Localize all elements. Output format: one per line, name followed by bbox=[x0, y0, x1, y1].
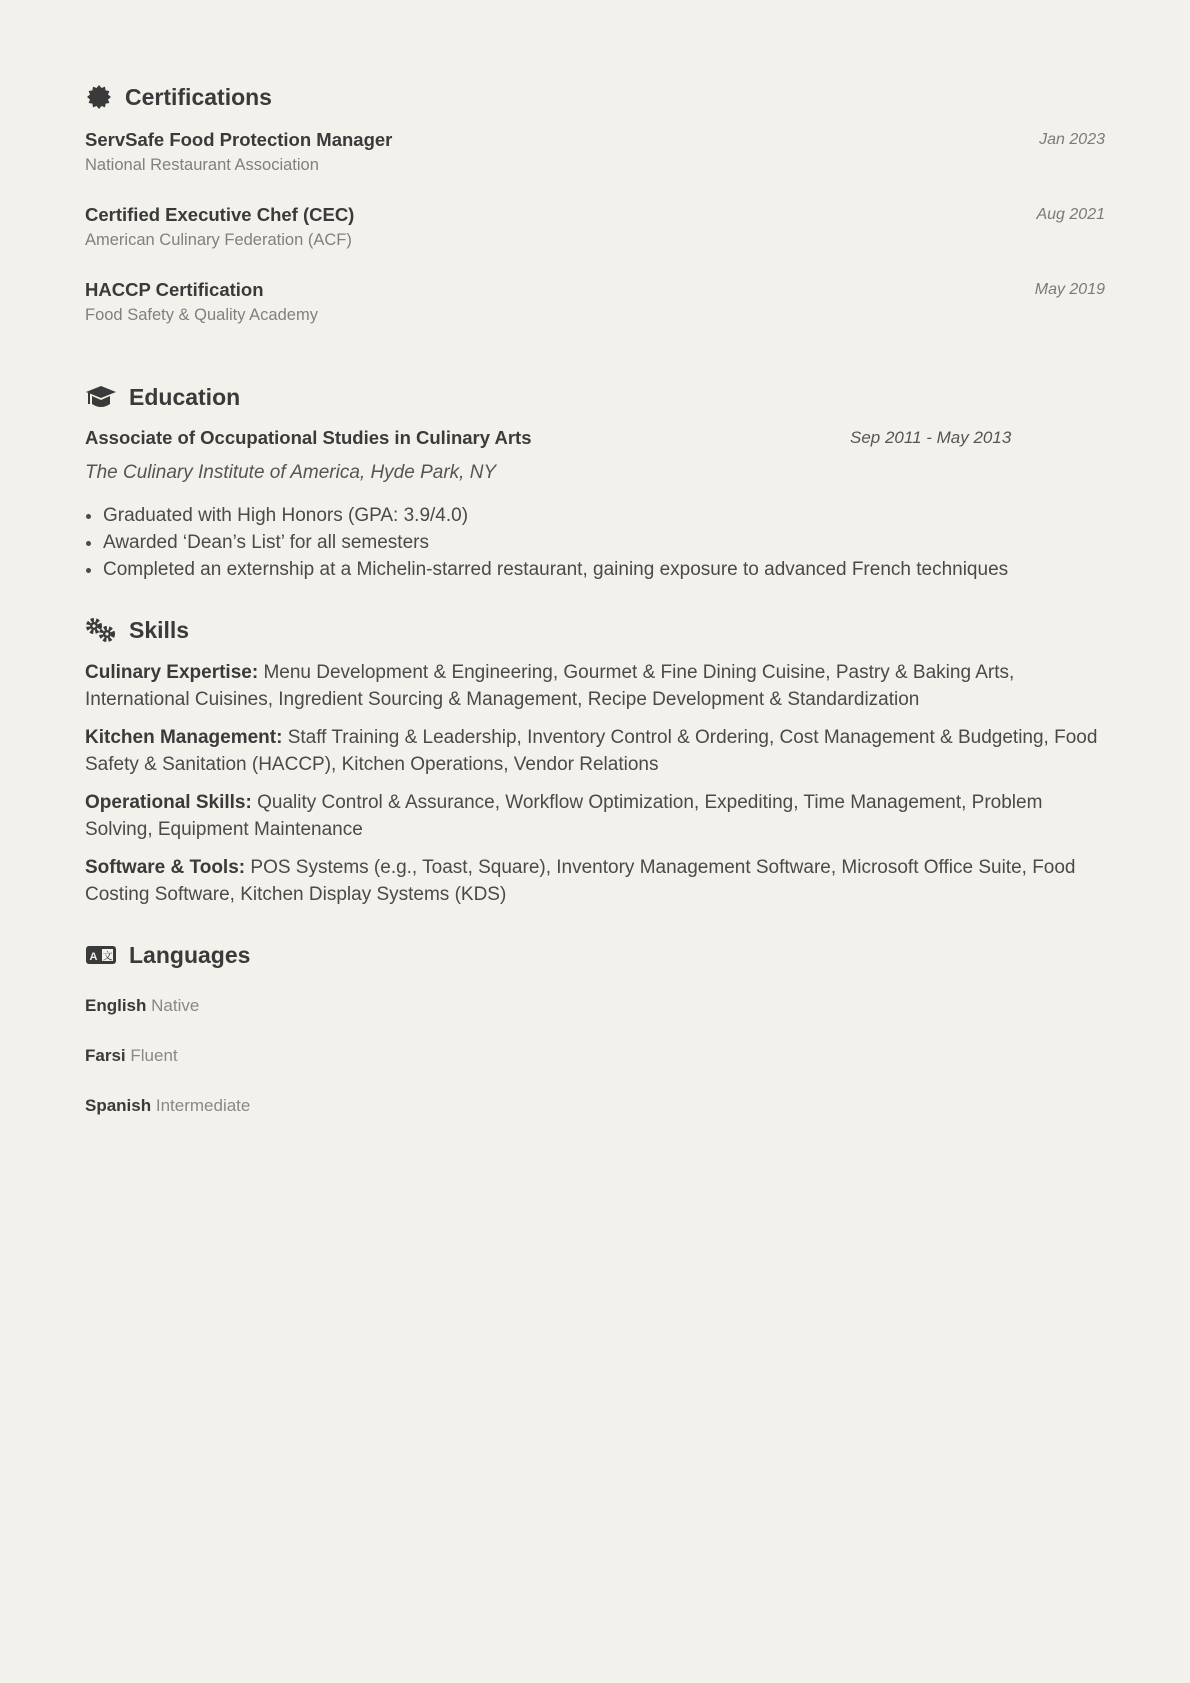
skill-value: Staff Training & Leadership, Inventory Control & Ordering, Cost Management & Budgeting, Food Safety & Sanitation (HACCP), Kitchen Operations, Vendor Relations bbox=[85, 727, 1098, 775]
language-item bbox=[85, 1094, 1105, 1118]
certificate-badge-icon bbox=[85, 83, 113, 111]
section-title: Skills bbox=[129, 616, 190, 643]
resume-page bbox=[85, 80, 1105, 1144]
certification-item bbox=[85, 128, 1105, 203]
skill-label: Operational Skills: bbox=[85, 792, 252, 813]
language-level: Intermediate bbox=[155, 1096, 251, 1115]
skill-group bbox=[85, 724, 1105, 778]
institution: The Culinary Institute of America, Hyde Park, NY bbox=[85, 462, 497, 483]
language-level: Native bbox=[151, 996, 200, 1015]
skill-value: Menu Development & Engineering, Gourmet & Fine Dining Cuisine, Pastry & Baking Arts, International Cuisines, Ingredient Sourcing & Management, Recipe Development & Standardization bbox=[85, 662, 1015, 710]
degree-title: Associate of Occupational Studies in Culinary Arts bbox=[85, 427, 532, 448]
language-name: Spanish bbox=[85, 1096, 152, 1115]
education-dates: Sep 2011 - May 2013 bbox=[850, 428, 1012, 447]
language-item bbox=[85, 1044, 1105, 1068]
education-bullet: • Completed an externship at a Michelin-starred restaurant, gaining exposure to advanced French techniques bbox=[103, 556, 1105, 583]
certification-issuer: Food Safety & Quality Academy bbox=[85, 306, 318, 324]
gears-icon bbox=[85, 616, 117, 644]
certifications-section bbox=[85, 80, 1105, 353]
certification-name: Certified Executive Chef (CEC) bbox=[85, 204, 355, 225]
certification-date: May 2019 bbox=[1034, 281, 1105, 298]
section-title: Education bbox=[129, 383, 241, 410]
certification-issuer: American Culinary Federation (ACF) bbox=[85, 231, 352, 249]
education-bullet: • Awarded ‘Dean’s List’ for all semesters bbox=[103, 529, 1105, 556]
education-section bbox=[85, 380, 1105, 583]
section-title: Languages bbox=[129, 941, 251, 968]
skill-value: Quality Control & Assurance, Workflow Optimization, Expediting, Time Management, Problem Solving, Equipment Maintenance bbox=[85, 792, 1043, 840]
graduation-cap-icon bbox=[85, 383, 117, 411]
language-name: English bbox=[85, 996, 147, 1015]
skill-group bbox=[85, 659, 1105, 713]
certification-item bbox=[85, 278, 1105, 353]
certification-date: Aug 2021 bbox=[1036, 206, 1105, 223]
certification-date: Jan 2023 bbox=[1039, 131, 1105, 148]
education-item bbox=[85, 424, 1105, 583]
language-item bbox=[85, 994, 1105, 1018]
language-name: Farsi bbox=[85, 1046, 126, 1065]
skill-group bbox=[85, 789, 1105, 843]
svg-text:A: A bbox=[89, 951, 98, 963]
skill-label: Culinary Expertise: bbox=[85, 662, 259, 683]
certification-issuer: National Restaurant Association bbox=[85, 156, 319, 174]
language-icon bbox=[85, 941, 117, 969]
skill-value: POS Systems (e.g., Toast, Square), Inventory Management Software, Microsoft Office Suite, Food Costing Software, Kitchen Display Systems (KDS) bbox=[85, 857, 1076, 905]
skill-group bbox=[85, 854, 1105, 908]
education-bullets bbox=[85, 502, 1105, 583]
certification-name: ServSafe Food Protection Manager bbox=[85, 129, 393, 150]
skills-section bbox=[85, 613, 1105, 908]
certification-item bbox=[85, 203, 1105, 278]
certification-name: HACCP Certification bbox=[85, 279, 264, 300]
languages-section bbox=[85, 938, 1105, 1118]
education-bullet: • Graduated with High Honors (GPA: 3.9/4.0) bbox=[103, 502, 1105, 529]
skill-label: Kitchen Management: bbox=[85, 727, 283, 748]
section-title: Certifications bbox=[125, 83, 272, 110]
skill-label: Software & Tools: bbox=[85, 857, 246, 878]
svg-text:文: 文 bbox=[102, 951, 113, 963]
language-level: Fluent bbox=[130, 1046, 178, 1065]
